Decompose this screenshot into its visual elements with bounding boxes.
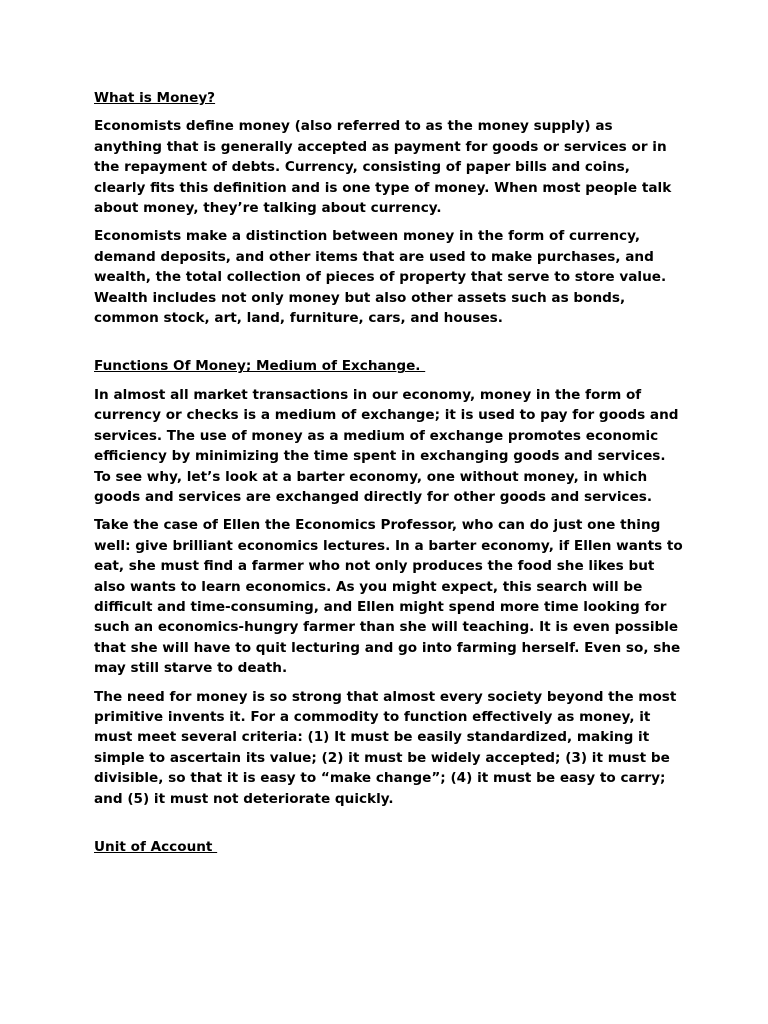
heading-what-is-money: What is Money? [94, 90, 216, 106]
heading-unit-of-account: Unit of Account [94, 839, 218, 855]
document-body [94, 88, 684, 857]
paragraph-ellen-example: Take the case of Ellen the Economics Professor, who can do just one thing well: give brilliant economics lectures. In a barter economy, if Ellen wants to eat, she must find a farmer who not only produces the food she likes but also wants to learn economics. As you might expect, this search will be difficult and time-consuming, and Ellen might spend more time looking for such an economics-hungry farmer than she will teaching. It is even possible that she will have to quit lecturing and go into farming herself. Even so, she may still starve to death. [94, 517, 683, 677]
heading-medium-of-exchange: Functions Of Money; Medium of Exchange. [94, 358, 426, 375]
paragraph-money-vs-wealth: Economists make a distinction between money in the form of currency, demand deposits, and other items that are used to make purchases, and wealth, the total collection of pieces of property that serve to store value. Wealth includes not only money but also other assets such as bonds, common stock, art, land, furniture, cars, and houses. [94, 228, 667, 327]
paragraph-money-definition: Economists define money (also referred to as the money supply) as anything that is generally accepted as payment for goods or services or in the repayment of debts. Currency, consisting of paper bills and coins, clearly fits this definition and is one type of money. When most people talk about money, they’re talking about currency. [94, 118, 672, 217]
paragraph-medium-of-exchange: In almost all market transactions in our economy, money in the form of currency or checks is a medium of exchange; it is used to pay for goods and services. The use of money as a medium of exchange promotes economic efficiency by minimizing the time spent in exchanging goods and services. To see why, let’s look at a barter economy, one without money, in which goods and services are exchanged directly for other goods and services. [94, 386, 679, 505]
paragraph-money-criteria: The need for money is so strong that almost every society beyond the most primitive invents it. For a commodity to function effectively as money, it must meet several criteria: (1) It must be easily standardized, making it simple to ascertain its value; (2) it must be widely accepted; (3) it must be divisible, so that it is easy to “make change”; (4) it must be easy to carry; and (5) it must not deteriorate quickly. [94, 688, 677, 807]
